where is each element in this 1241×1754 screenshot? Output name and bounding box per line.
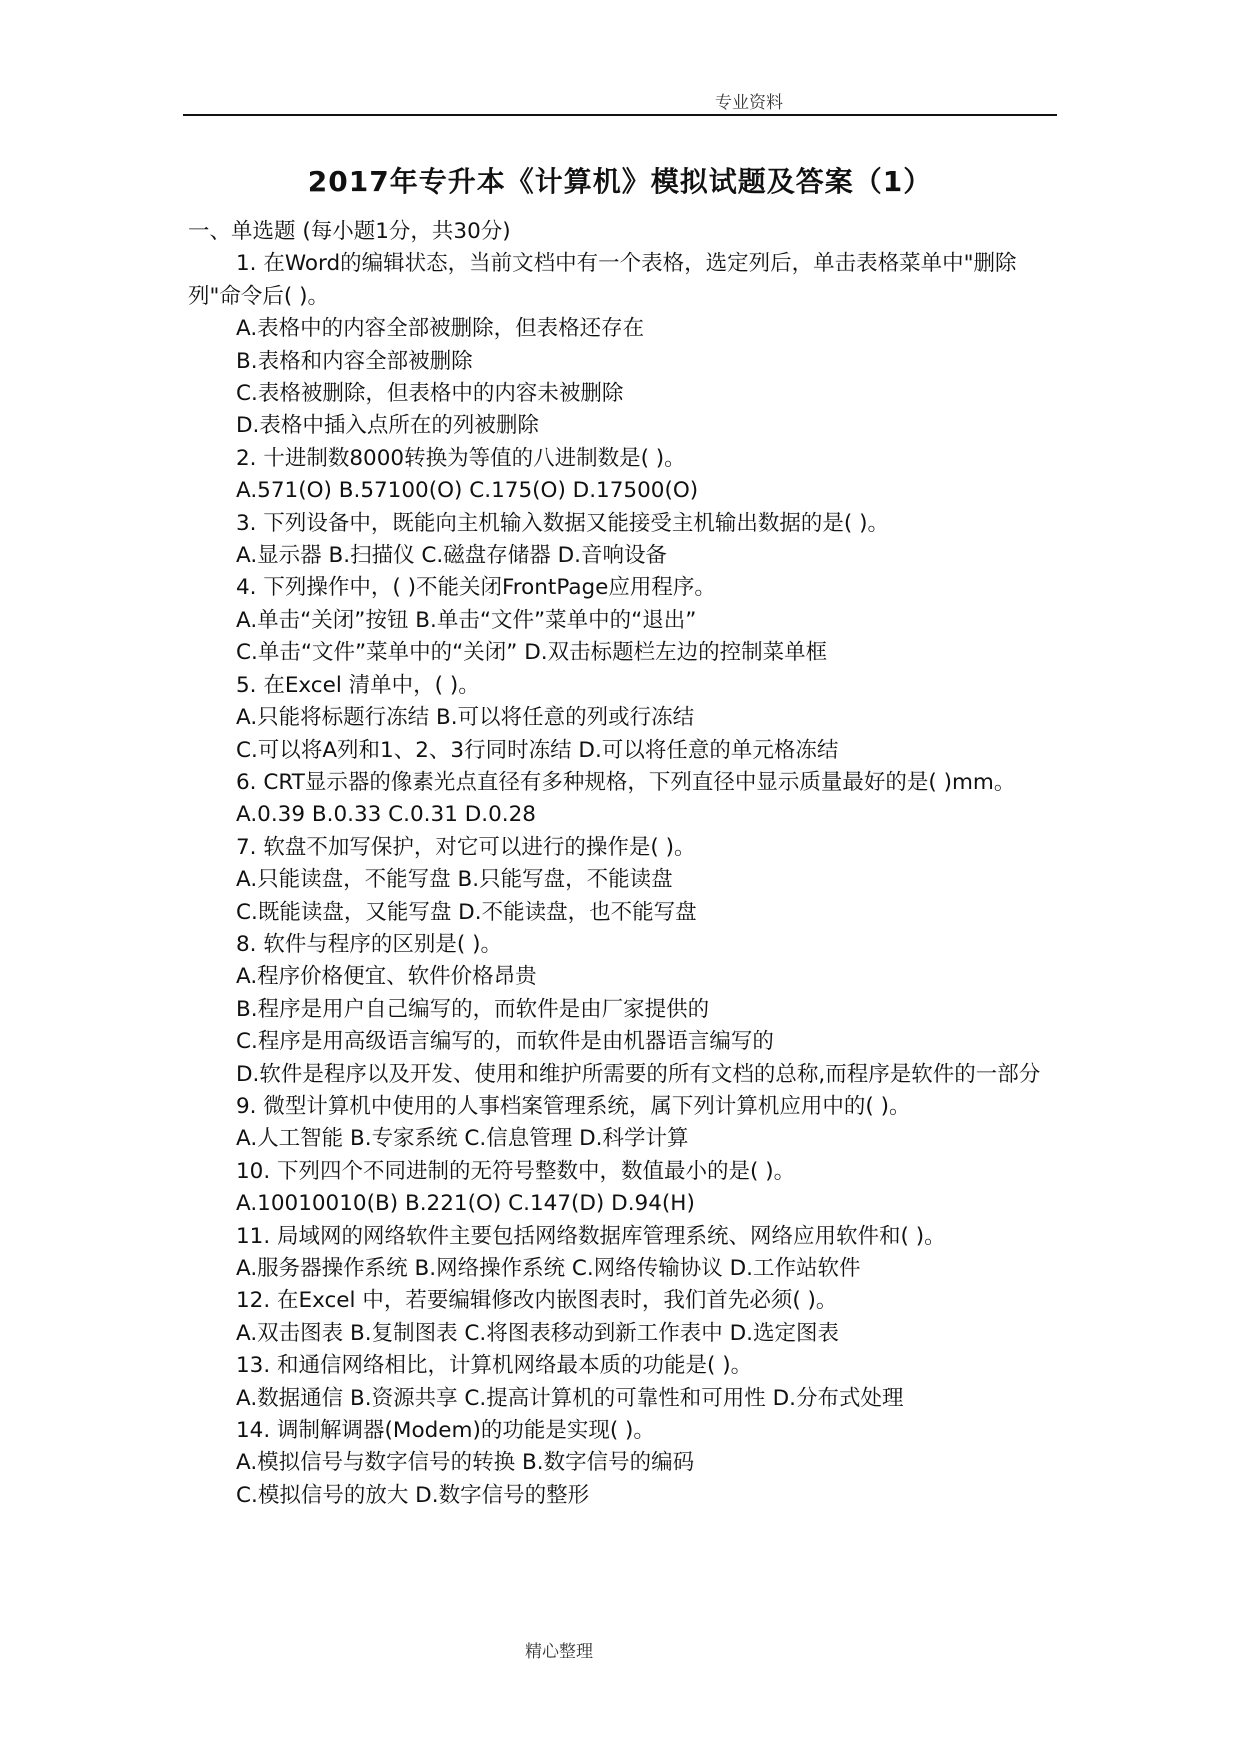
answer-options: A.只能读盘，不能写盘 B.只能写盘，不能读盘 (236, 867, 673, 893)
question-stem: 13. 和通信网络相比，计算机网络最本质的功能是( )。 (236, 1353, 753, 1379)
answer-options: A.双击图表 B.复制图表 C.将图表移动到新工作表中 D.选定图表 (236, 1320, 839, 1346)
header-divider (183, 114, 1057, 116)
question-stem: 8. 软件与程序的区别是( )。 (236, 931, 502, 957)
answer-options: A.571(O) B.57100(O) C.175(O) D.17500(O) (236, 478, 699, 504)
answer-options: A.程序价格便宜、软件价格昂贵 (236, 964, 537, 990)
section-heading: 一、单选题 (每小题1分，共30分) (188, 219, 511, 244)
question-list (188, 248, 1058, 1512)
question-stem: 4. 下列操作中，( )不能关闭FrontPage应用程序。 (236, 575, 716, 601)
answer-options: C.程序是用高级语言编写的，而软件是由机器语言编写的 (236, 1029, 774, 1055)
answer-options: C.单击“文件”菜单中的“关闭” D.双击标题栏左边的控制菜单框 (236, 640, 828, 666)
page-footer: 精心整理 (525, 1642, 593, 1662)
question-stem: 14. 调制解调器(Modem)的功能是实现( )。 (236, 1418, 655, 1444)
question-stem: 2. 十进制数8000转换为等值的八进制数是( )。 (236, 445, 686, 471)
question-stem: 6. CRT显示器的像素光点直径有多种规格，下列直径中显示质量最好的是( )mm。 (236, 769, 1016, 795)
answer-options: A.服务器操作系统 B.网络操作系统 C.网络传输协议 D.工作站软件 (236, 1256, 861, 1281)
answer-options: C.模拟信号的放大 D.数字信号的整形 (236, 1482, 590, 1508)
question-stem: 1. 在Word的编辑状态，当前文档中有一个表格，选定列后，单击表格菜单中"删除列"命令后( )。 (188, 251, 1017, 309)
answer-options: A.人工智能 B.专家系统 C.信息管理 D.科学计算 (236, 1126, 689, 1152)
answer-options: D.软件是程序以及开发、使用和维护所需要的所有文档的总称,而程序是软件的一部分 (236, 1061, 1041, 1087)
answer-options: A.0.39 B.0.33 C.0.31 D.0.28 (236, 802, 536, 828)
question-stem: 10. 下列四个不同进制的无符号整数中，数值最小的是( )。 (236, 1158, 796, 1184)
answer-options: A.数据通信 B.资源共享 C.提高计算机的可靠性和可用性 D.分布式处理 (236, 1385, 904, 1411)
answer-options: C.表格被删除，但表格中的内容未被删除 (236, 381, 624, 407)
question-stem: 5. 在Excel 清单中，( )。 (236, 672, 480, 698)
question-stem: 9. 微型计算机中使用的人事档案管理系统，属下列计算机应用中的( )。 (236, 1093, 911, 1119)
answer-options: D.表格中插入点所在的列被删除 (236, 413, 539, 439)
question-stem: 11. 局域网的网络软件主要包括网络数据库管理系统、网络应用软件和( )。 (236, 1223, 946, 1249)
answer-options: A.只能将标题行冻结 B.可以将任意的列或行冻结 (236, 705, 695, 731)
document-body (188, 216, 1058, 1512)
question-stem: 12. 在Excel 中，若要编辑修改内嵌图表时，我们首先必须( )。 (236, 1288, 838, 1314)
answer-options: B.程序是用户自己编写的，而软件是由厂家提供的 (236, 996, 710, 1022)
question-stem: 3. 下列设备中，既能向主机输入数据又能接受主机输出数据的是( )。 (236, 510, 889, 536)
page-header: 专业资料 (715, 93, 783, 113)
answer-options: C.既能读盘，又能写盘 D.不能读盘，也不能写盘 (236, 899, 697, 925)
answer-options: A.表格中的内容全部被删除，但表格还存在 (236, 316, 645, 342)
answer-options: B.表格和内容全部被删除 (236, 348, 473, 374)
answer-options: A.显示器 B.扫描仪 C.磁盘存储器 D.音响设备 (236, 543, 667, 569)
answer-options: A.模拟信号与数字信号的转换 B.数字信号的编码 (236, 1450, 695, 1476)
answer-options: A.10010010(B) B.221(O) C.147(D) D.94(H) (236, 1191, 695, 1217)
document-title: 2017年专升本《计算机》模拟试题及答案（1） (307, 165, 933, 198)
answer-options: A.单击“关闭”按钮 B.单击“文件”菜单中的“退出” (236, 607, 697, 633)
answer-options: C.可以将A列和1、2、3行同时冻结 D.可以将任意的单元格冻结 (236, 737, 839, 763)
question-stem: 7. 软盘不加写保护，对它可以进行的操作是( )。 (236, 834, 696, 860)
